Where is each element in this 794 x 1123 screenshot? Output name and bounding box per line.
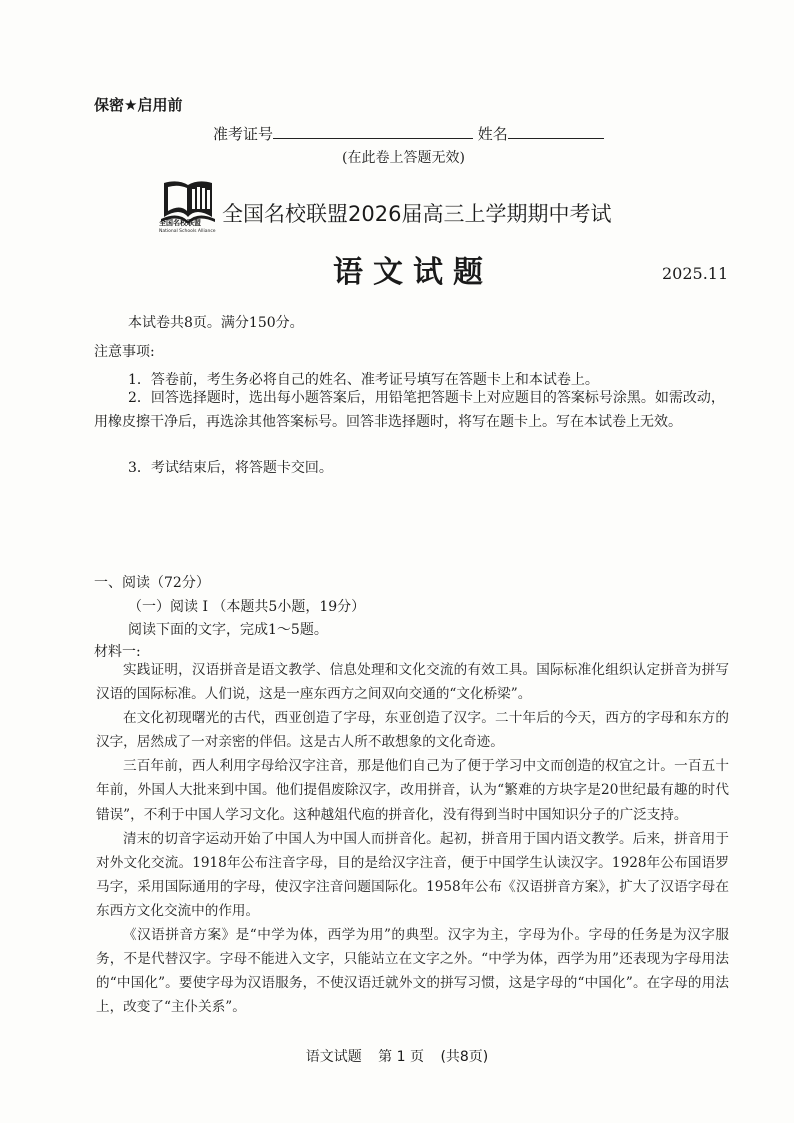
- paper-intro: 本试卷共8页。满分150分。: [128, 315, 304, 331]
- subject-title: 语文试题: [333, 255, 493, 290]
- passage-paragraph: 清末的切音字运动开始了中国人为中国人而拼音化。起初，拼音用于国内语文教学。后来，拼音用于对外文化交流。1918年公布注音字母，目的是给汉字注音，便于中国学生认读汉字。1928年公布国语罗马字，采用国际通用的字母，使汉字注音问题国际化。1958年公布《汉语拼音方案》，扩大了汉语字母在东西方文化交流中的作用。: [96, 830, 729, 919]
- id-blank: [273, 124, 473, 139]
- logo-name-cn: 全国名校联盟: [159, 219, 201, 227]
- id-label: 准考证号: [213, 125, 274, 143]
- logo-name-en: National Schools Alliance: [159, 229, 216, 234]
- footer-page: 第 1 页: [378, 1049, 424, 1065]
- passage-paragraph: 在文化初现曙光的古代，西亚创造了字母，东亚创造了汉字。二十年后的今天，西方的字母和东方的汉字，居然成了一对亲密的伴侣。这是古人所不敢想象的文化奇迹。: [96, 710, 729, 751]
- reading-instruction: 阅读下面的文字，完成1～5题。: [128, 622, 328, 638]
- passage-paragraph: 《汉语拼音方案》是“中学为体，西学为用”的典型。汉字为主，字母为仆。字母的任务是为汉字服务，不是代替汉字。字母不能进入文字，只能站立在文字之外。“中学为体，西学为用”还表现为字母用法的“中国化”。要使字母为汉语服务，不使汉语迁就外文的拼写习惯，这是字母的“中国化”。在字母的用法上，改变了“主仆关系”。: [96, 927, 729, 1016]
- note-item: 1．答卷前，考生务必将自己的姓名、准考证号填写在答题卡上和本试卷上。: [128, 372, 599, 388]
- note-item: 2．回答选择题时，选出每小题答案后，用铅笔把答题卡上对应题目的答案标号涂黑。如需改动，用橡皮擦干净后，再选涂其他答案标号。回答非选择题时，将写在题卡上。写在本试卷上无效。: [94, 390, 725, 430]
- subsection-heading: （一）阅读 I （本题共5小题，19分）: [128, 599, 366, 615]
- note-item: 3．考试结束后，将答题卡交回。: [128, 460, 333, 476]
- exam-title: 全国名校联盟2026届高三上学期期中考试: [222, 202, 612, 226]
- candidate-info-row: [213, 123, 604, 144]
- section-heading: 一、阅读（72分）: [94, 575, 210, 591]
- name-blank: [508, 124, 604, 139]
- name-label: 姓名: [477, 125, 508, 143]
- passage-paragraph: 三百年前，西人利用字母给汉字注音，那是他们自己为了便于学习中文而创造的权宜之计。一百五十年前，外国人大批来到中国。他们提倡废除汉字，改用拼音，认为“繁难的方块字是20世纪最有趣的时代错误”，不利于中国人学习文化。这种越俎代庖的拼音化，没有得到当时中国知识分子的广泛支持。: [96, 758, 729, 823]
- passage-paragraph: 实践证明，汉语拼音是语文教学、信息处理和文化交流的有效工具。国际标准化组织认定拼音为拼写汉语的国际标准。人们说，这是一座东西方之间双向交通的“文化桥梁”。: [96, 662, 729, 703]
- footer-subject: 语文试题: [305, 1049, 362, 1065]
- invalid-answer-note: (在此卷上答题无效): [342, 150, 465, 166]
- footer-total: (共8页): [440, 1049, 489, 1065]
- reading-passage: [96, 658, 729, 1019]
- exam-date: 2025.11: [662, 264, 729, 283]
- notes-title: 注意事项:: [94, 344, 155, 360]
- page-footer: [0, 1046, 794, 1066]
- material-label: 材料一:: [94, 644, 141, 660]
- confidential-label: 保密★启用前: [94, 96, 183, 114]
